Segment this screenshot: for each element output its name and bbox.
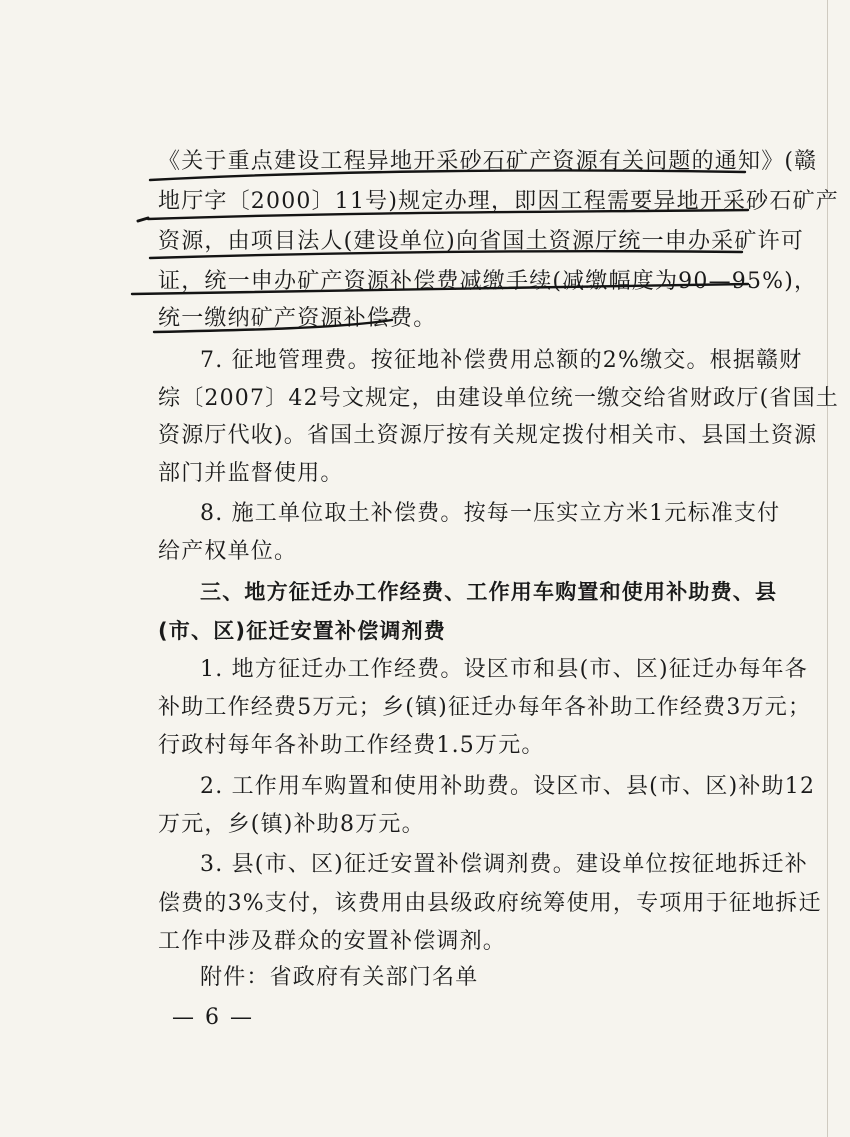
pen-underline (138, 218, 148, 221)
page-number: — 6 — (172, 1005, 254, 1030)
page-edge-line (827, 0, 828, 1137)
document-page: 《关于重点建设工程异地开采砂石矿产资源有关问题的通知》(赣 地厅字〔2000〕11号)规定办理，即因工程需要异地开采砂石矿产 资源，由项目法人(建设单位)向省国土资源厅统一申办采矿许可 证，统一申办矿产资源补偿费减缴手续(减缴幅度为90—95%)， 统一缴纳矿产资源补偿费。 7. 征地管理费。按征地补偿费用总额的2%缴交。根据赣财 综〔2007〕42号文规定，由建设单位统一缴交给省财政厅(省国土 资源厅代收)。省国土资源厅按有关规定拨付相关市、县国土资源 部门并监督使用。 8. 施工单位取土补偿费。按每一压实立方米1元标准支付 给产权单位。 三、地方征迁办工作经费、工作用车购置和使用补助费、县 (市、区)征迁安置补偿调剂费 1. 地方征迁办工作经费。设区市和县(市、区)征迁办每年各 补助工作经费5万元；乡(镇)征迁办每年各补助工作经费3万元； 行政村每年各补助工作经费1.5万元。 2. 工作用车购置和使用补助费。设区市、县(市、区)补助12 万元，乡(镇)补助8万元。 3. 县(市、区)征迁安置补偿调剂费。建设单位按征地拆迁补 偿费的3%支付，该费用由县级政府统筹使用，专项用于征地拆迁 工作中涉及群众的安置补偿调剂。 附件：省政府有关部门名单 — 6 — (0, 0, 850, 1137)
